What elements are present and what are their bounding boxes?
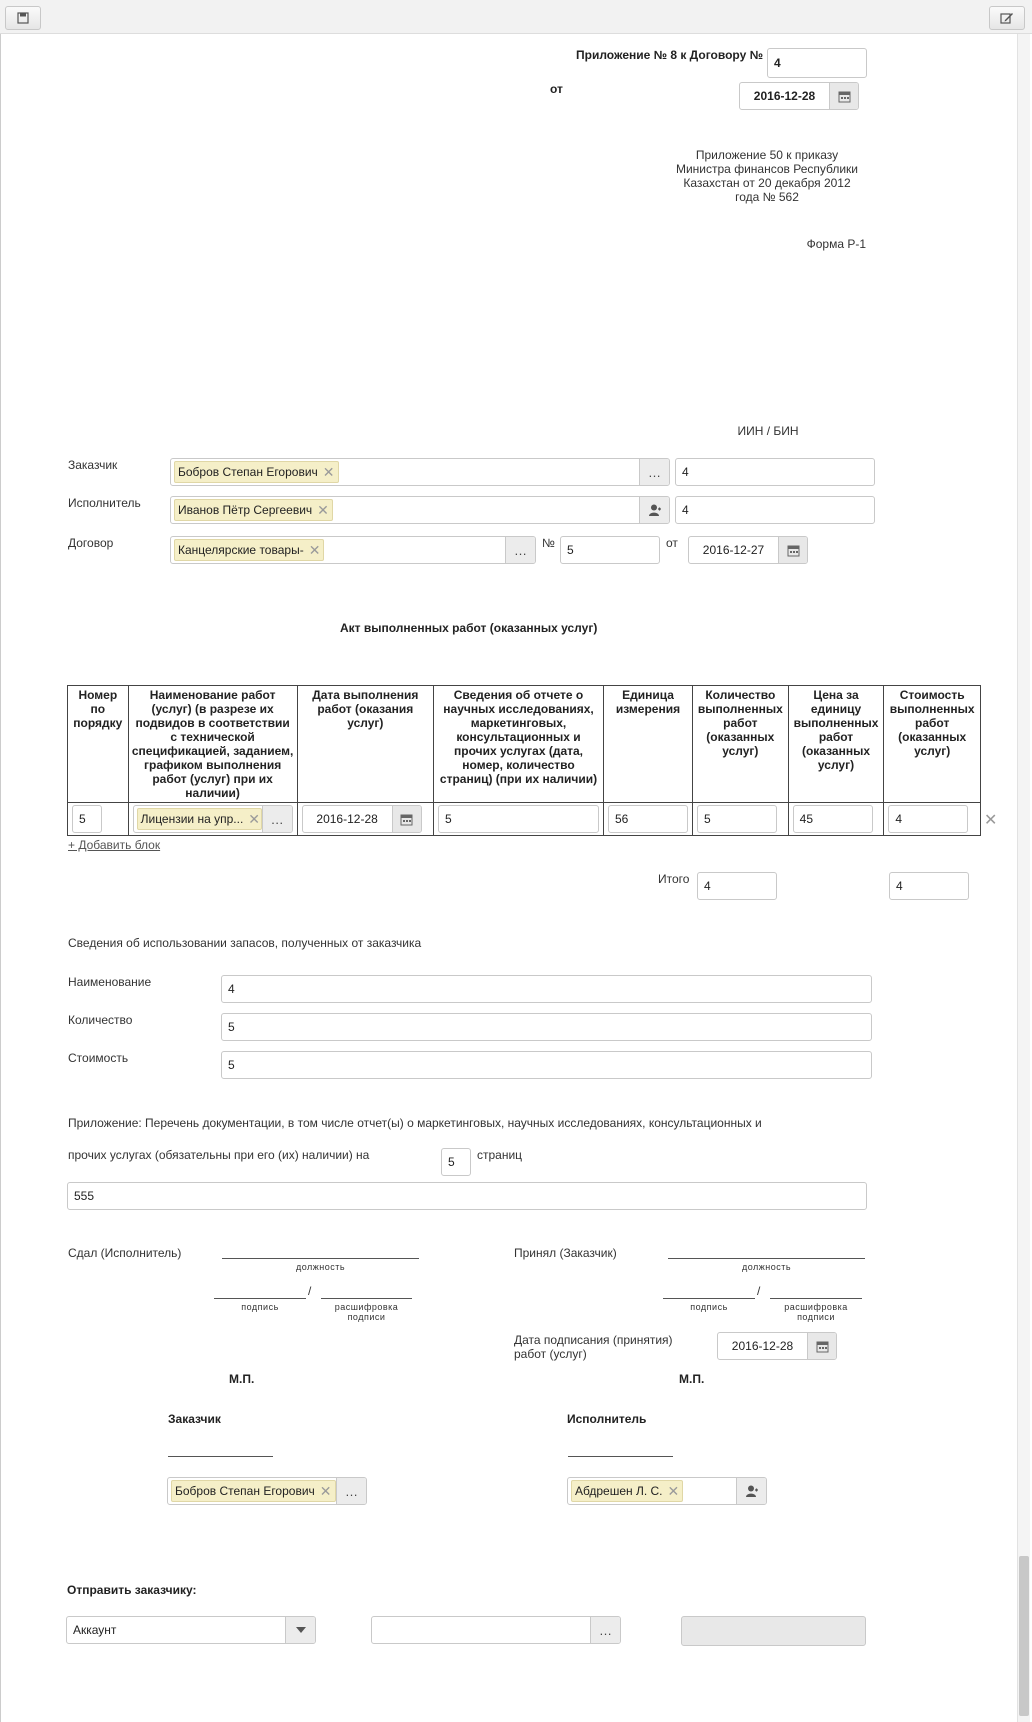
- top-toolbar: [0, 0, 1032, 34]
- account-select[interactable]: [66, 1616, 316, 1644]
- col-header-date: Дата выполнения работ (оказания услуг): [297, 686, 433, 803]
- contract-date-value-2: 2016-12-27: [702, 543, 765, 557]
- user-select-icon[interactable]: [639, 497, 669, 523]
- position-caption: должность: [295, 1262, 346, 1272]
- stock-qty-input[interactable]: 5: [221, 1013, 872, 1041]
- more-button[interactable]: …: [639, 459, 669, 485]
- iin-bin-label: ИИН / БИН: [737, 424, 799, 438]
- col-header-service: Наименование работ (услуг) (в разрезе их подвидов в соответствии с технической спецификацией, заданием, графиком выполнения работ (услуг) при их наличии): [128, 686, 297, 803]
- col-header-unit: Единица измерения: [604, 686, 693, 803]
- sign-date-value: 2016-12-28: [731, 1339, 794, 1353]
- stock-title: Сведения об использовании запасов, полученных от заказчика: [68, 936, 422, 950]
- col-header-number: Номер по порядку: [68, 686, 129, 803]
- send-button[interactable]: [681, 1616, 866, 1646]
- bottom-executor-label: Исполнитель: [567, 1412, 647, 1426]
- customer-label: Заказчик: [68, 458, 118, 472]
- table-row: [68, 803, 981, 836]
- appendix-note-input[interactable]: 555: [67, 1182, 867, 1210]
- remove-icon[interactable]: ✕: [319, 1483, 332, 1499]
- stamp-left: М.П.: [229, 1372, 255, 1386]
- customer-iin-input[interactable]: 4: [675, 458, 875, 486]
- bottom-executor-tag: [571, 1480, 683, 1502]
- save-button[interactable]: [5, 6, 41, 30]
- col-header-cost: Стоимость выполненных работ (оказанных услуг): [884, 686, 981, 803]
- stock-cost-input[interactable]: 5: [221, 1051, 872, 1079]
- calendar-icon[interactable]: [778, 537, 807, 563]
- contract-number-input[interactable]: 4: [767, 48, 867, 78]
- col-header-report: Сведения об отчете о научных исследованиях, маркетинговых, консультационных и прочих услугах (дата, номер, количество страниц) (при их наличии): [434, 686, 604, 803]
- row-cost-input[interactable]: 4: [888, 805, 968, 833]
- signature-line: [663, 1298, 755, 1299]
- row-price-input[interactable]: 45: [793, 805, 873, 833]
- row-quantity-input[interactable]: 5: [697, 805, 777, 833]
- calendar-icon[interactable]: [829, 83, 858, 109]
- signature-line: [214, 1298, 306, 1299]
- remove-icon[interactable]: ✕: [308, 542, 321, 558]
- contract-label: Договор: [68, 536, 114, 550]
- stock-qty-label: Количество: [68, 1013, 133, 1027]
- stock-name-label: Наименование: [68, 975, 152, 989]
- more-button[interactable]: …: [590, 1617, 620, 1643]
- recipient-value: [372, 1617, 590, 1643]
- contract-date-picker-2[interactable]: [688, 536, 808, 564]
- service-tag: [137, 808, 262, 830]
- position-caption: должность: [741, 1262, 792, 1272]
- delete-row-icon[interactable]: ✕: [984, 812, 998, 829]
- account-value: Аккаунт: [73, 1623, 117, 1637]
- calendar-icon[interactable]: [807, 1333, 836, 1359]
- service-tag-text: Лицензии на упр...: [140, 812, 244, 826]
- contract-tag-text: Канцелярские товары-: [178, 543, 304, 557]
- attachment-title: Приложение № 8 к Договору №: [576, 48, 763, 62]
- from-label: от: [550, 82, 563, 96]
- bottom-customer-lookup[interactable]: [167, 1477, 367, 1505]
- customer-tag-text: Бобров Степан Егорович: [178, 465, 318, 479]
- executor-tag: [174, 499, 333, 521]
- pages-label: страниц: [477, 1148, 523, 1162]
- accepted-label: Принял (Заказчик): [514, 1246, 617, 1260]
- decode-line: [770, 1298, 862, 1299]
- total-label: Итого: [658, 872, 690, 886]
- more-button[interactable]: …: [336, 1478, 366, 1504]
- executor-sign-line: [568, 1456, 673, 1457]
- slash: /: [308, 1284, 312, 1298]
- bottom-customer-tag-text: Бобров Степан Егорович: [175, 1484, 315, 1498]
- scrollbar-thumb[interactable]: [1019, 1556, 1029, 1716]
- stamp-right: М.П.: [679, 1372, 705, 1386]
- sign-date-label: Дата подписания (принятия) работ (услуг): [514, 1333, 673, 1361]
- works-table: [67, 685, 981, 836]
- signature-caption: подпись: [241, 1302, 279, 1312]
- act-title: Акт выполненных работ (оказанных услуг): [340, 621, 598, 635]
- stock-cost-label: Стоимость: [68, 1051, 129, 1065]
- remove-icon[interactable]: ✕: [248, 811, 261, 827]
- row-date-picker[interactable]: [302, 805, 422, 833]
- decode-line: [321, 1298, 412, 1299]
- appendix-line2: прочих услугах (обязательны при его (их) наличии) на: [68, 1148, 370, 1162]
- order-note: Приложение 50 к приказу Министра финансов Республики Казахстан от 20 декабря 2012 года № 562: [675, 148, 858, 204]
- customer-sign-line: [168, 1456, 273, 1457]
- contract-lookup[interactable]: [170, 536, 536, 564]
- handed-label: Сдал (Исполнитель): [68, 1246, 182, 1260]
- document-frame: [0, 34, 1032, 1722]
- more-button[interactable]: …: [505, 537, 535, 563]
- row-report-input[interactable]: 5: [438, 805, 599, 833]
- executor-tag-text: Иванов Пётр Сергеевич: [178, 503, 313, 517]
- chevron-down-icon[interactable]: [285, 1617, 315, 1643]
- decode-caption: расшифровка подписи: [784, 1302, 848, 1322]
- bottom-executor-tag-text: Абдрешен Л. С.: [575, 1484, 663, 1498]
- form-name: Форма Р-1: [806, 237, 866, 251]
- send-label: Отправить заказчику:: [67, 1583, 197, 1597]
- row-unit-input[interactable]: 56: [608, 805, 688, 833]
- bottom-executor-lookup[interactable]: [567, 1477, 767, 1505]
- decode-caption: расшифровка подписи: [334, 1302, 399, 1322]
- from-label-2: от: [666, 536, 678, 550]
- stock-name-input[interactable]: 4: [221, 975, 872, 1003]
- scrollbar[interactable]: [1017, 34, 1030, 1722]
- executor-lookup[interactable]: [170, 496, 670, 524]
- calendar-icon[interactable]: [392, 806, 421, 832]
- bottom-customer-label: Заказчик: [168, 1412, 221, 1426]
- signature-caption: подпись: [690, 1302, 728, 1312]
- row-number-input[interactable]: 5: [72, 805, 102, 833]
- position-line: [222, 1258, 419, 1259]
- contract-date-picker[interactable]: [739, 82, 859, 110]
- recipient-lookup[interactable]: [371, 1616, 621, 1644]
- executor-iin-input[interactable]: 4: [675, 496, 875, 524]
- no-label: №: [542, 536, 555, 550]
- sign-date-picker[interactable]: [717, 1332, 837, 1360]
- row-date-value: 2016-12-28: [316, 812, 378, 826]
- appendix-line1: Приложение: Перечень документации, в том числе отчет(ы) о маркетинговых, научных исследованиях, консультационных и: [68, 1116, 762, 1130]
- col-header-quantity: Количество выполненных работ (оказанных услуг): [693, 686, 789, 803]
- add-block-link[interactable]: + Добавить блок: [68, 838, 161, 852]
- col-header-price: Цена за единицу выполненных работ (оказанных услуг): [788, 686, 884, 803]
- contract-no-input[interactable]: 5: [560, 536, 660, 564]
- contract-tag: [174, 539, 324, 561]
- user-select-icon[interactable]: [736, 1478, 766, 1504]
- customer-tag: [174, 461, 339, 483]
- contract-date-value: 2016-12-28: [753, 89, 816, 103]
- pages-input[interactable]: 5: [441, 1148, 471, 1176]
- slash: /: [757, 1284, 761, 1298]
- remove-icon[interactable]: ✕: [317, 502, 329, 518]
- floppy-icon: [17, 12, 29, 24]
- total-cost-input[interactable]: 4: [889, 872, 969, 900]
- total-quantity-input[interactable]: 4: [697, 872, 777, 900]
- remove-icon[interactable]: ✕: [322, 464, 335, 480]
- more-button[interactable]: …: [262, 806, 292, 832]
- customer-lookup[interactable]: [170, 458, 670, 486]
- bottom-customer-tag: [171, 1480, 336, 1502]
- position-line: [668, 1258, 865, 1259]
- executor-label: Исполнитель: [68, 496, 141, 510]
- edit-icon: [1000, 11, 1014, 25]
- remove-icon[interactable]: ✕: [667, 1483, 680, 1499]
- edit-button[interactable]: [989, 6, 1025, 30]
